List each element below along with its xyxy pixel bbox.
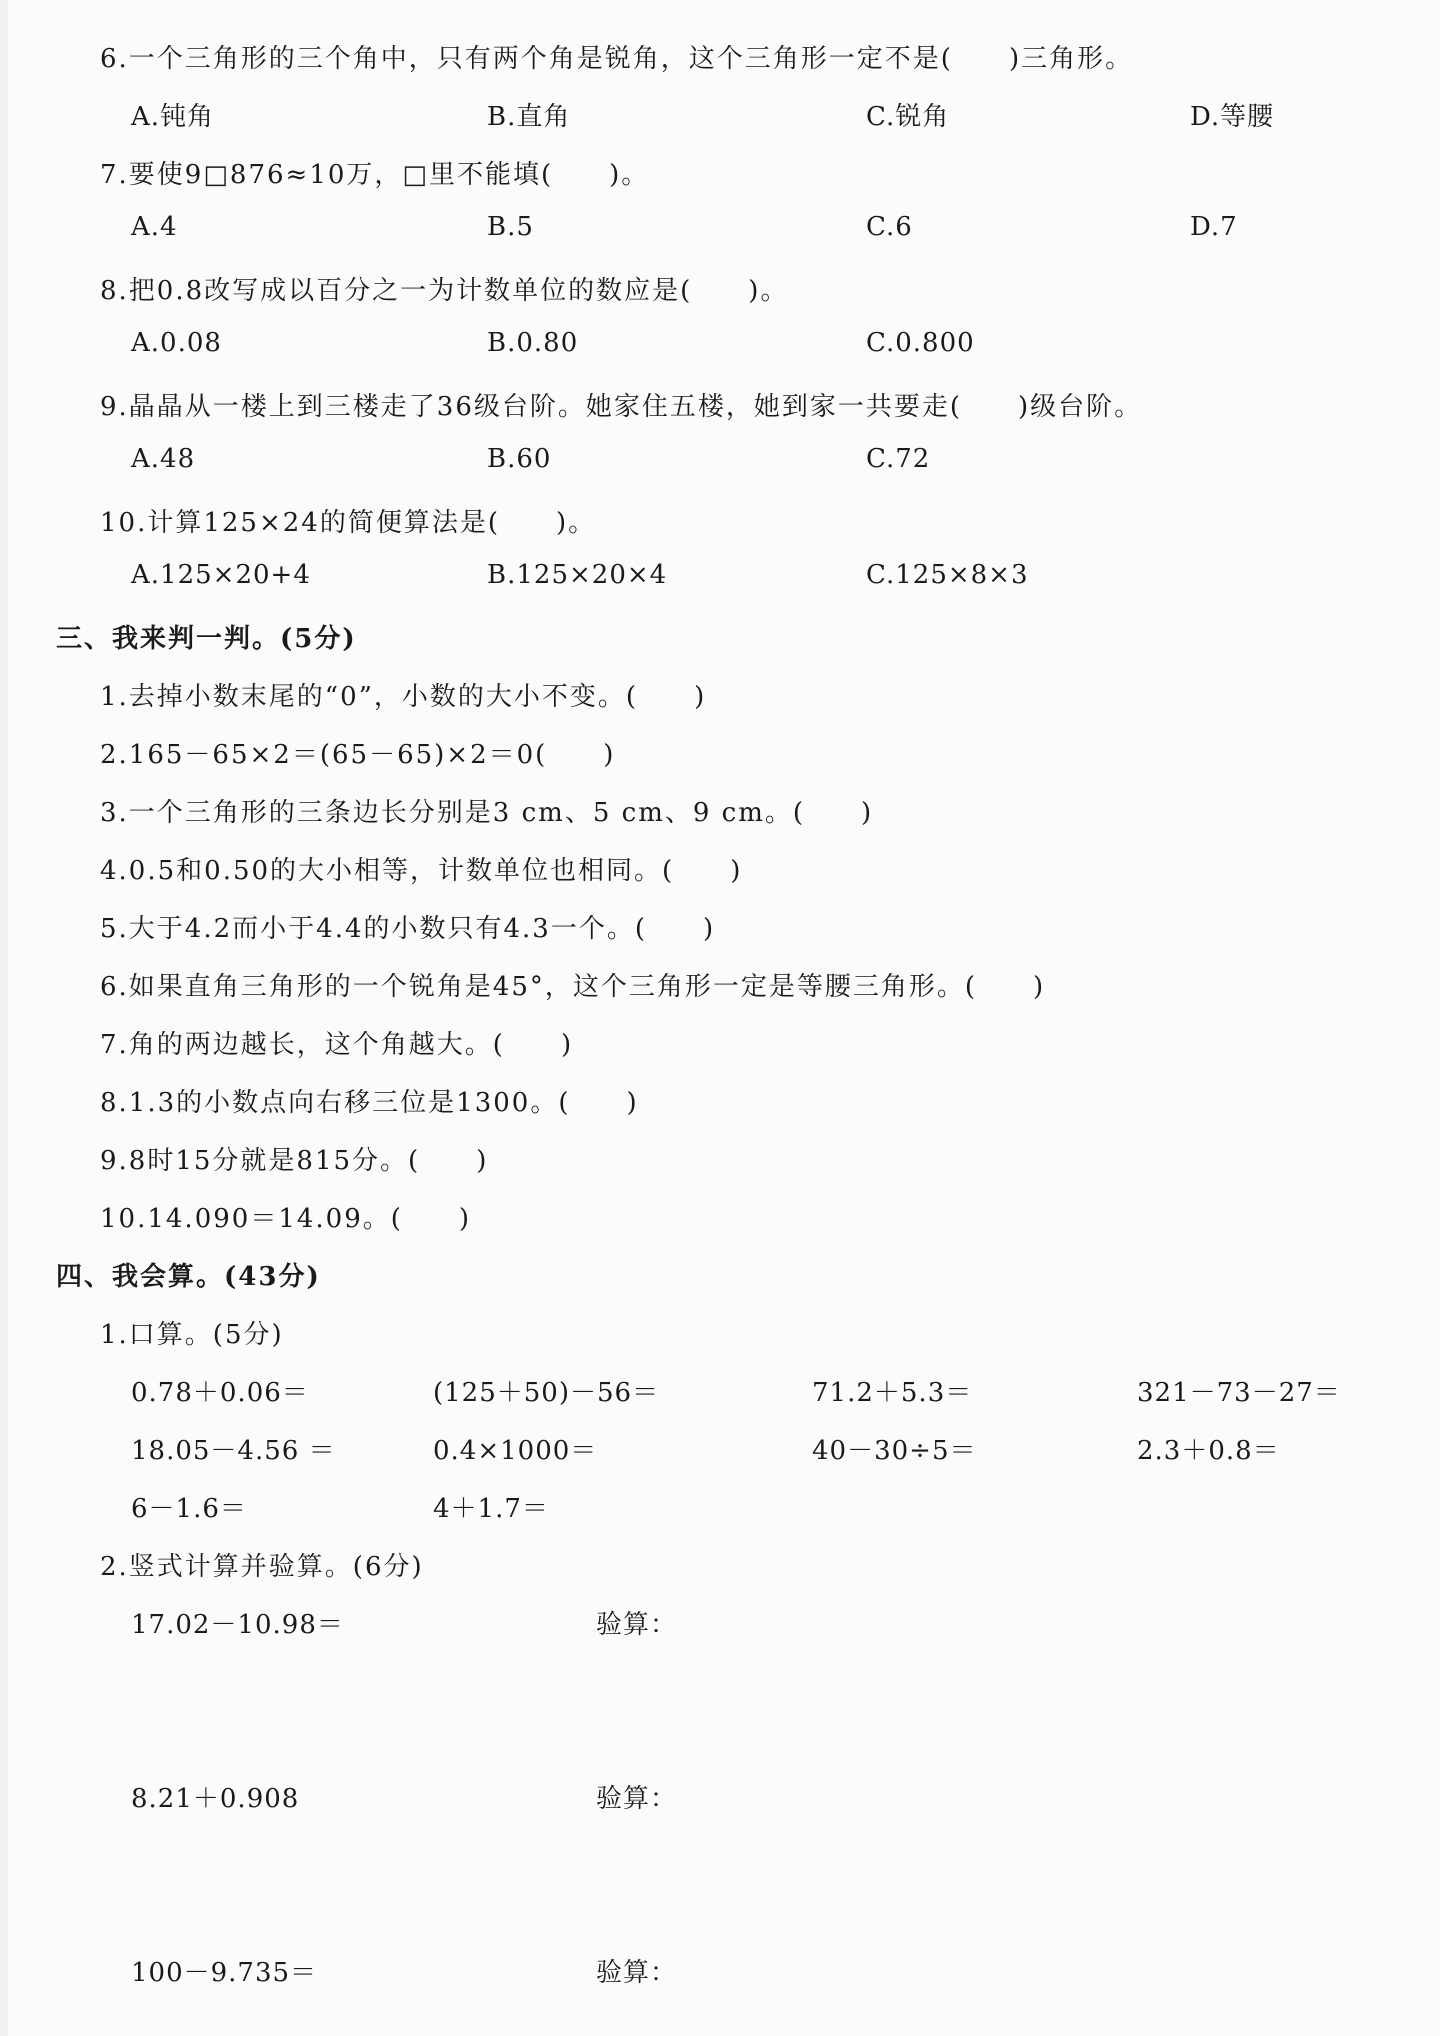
mc-10-option-a[interactable]: A.125×20+4 [131,560,311,590]
mc-question-9: 9.晶晶从一楼上到三楼走了36级台阶。她家住五楼，她到家一共要走( )级台阶。 [100,392,1143,422]
oral-calc-title: 1.口算。(5分) [100,1320,284,1350]
judge-item-6: 6.如果直角三角形的一个锐角是45°，这个三角形一定是等腰三角形。( ) [100,972,1046,1002]
vertical-calc-title: 2.竖式计算并验算。(6分) [100,1552,424,1582]
judge-item-4: 4.0.5和0.50的大小相等，计数单位也相同。( ) [100,856,743,886]
mc-10-option-c[interactable]: C.125×8×3 [866,560,1029,590]
mc-7-option-a[interactable]: A.4 [131,212,178,242]
mc-6-option-a[interactable]: A.钝角 [131,102,215,132]
oral-calc-item: 18.05－4.56 ＝ [131,1436,336,1466]
oral-calc-item: (125＋50)－56＝ [433,1378,660,1408]
mc-6-option-d[interactable]: D.等腰 [1190,102,1275,132]
mc-8-option-b[interactable]: B.0.80 [487,328,579,358]
oral-calc-item: 40－30÷5＝ [812,1436,977,1466]
judge-item-3: 3.一个三角形的三条边长分别是3 cm、5 cm、9 cm。( ) [100,798,874,828]
mc-7-option-d[interactable]: D.7 [1190,212,1238,242]
judge-item-10: 10.14.090＝14.09。( ) [100,1204,472,1234]
oral-calc-item: 4＋1.7＝ [433,1494,549,1524]
vertical-calc-expr: 100－9.735＝ [131,1958,318,1988]
check-label: 验算： [596,1958,678,1988]
vertical-calc-expr: 8.21＋0.908 [131,1784,300,1814]
mc-9-option-a[interactable]: A.48 [131,444,196,474]
oral-calc-item: 0.78＋0.06＝ [131,1378,309,1408]
mc-10-option-b[interactable]: B.125×20×4 [487,560,668,590]
vertical-calc-expr: 17.02－10.98＝ [131,1610,344,1640]
mc-8-option-a[interactable]: A.0.08 [131,328,222,358]
judge-item-1: 1.去掉小数末尾的“0”，小数的大小不变。( ) [100,682,707,712]
mc-question-7: 7.要使9□876≈10万，□里不能填( )。 [100,160,650,190]
section-3-title: 三、我来判一判。(5分) [56,624,357,654]
mc-question-8: 8.把0.8改写成以百分之一为计数单位的数应是( )。 [100,276,789,306]
judge-item-7: 7.角的两边越长，这个角越大。( ) [100,1030,574,1060]
judge-item-5: 5.大于4.2而小于4.4的小数只有4.3一个。( ) [100,914,716,944]
mc-9-option-b[interactable]: B.60 [487,444,552,474]
judge-item-8: 8.1.3的小数点向右移三位是1300。( ) [100,1088,639,1118]
mc-8-option-c[interactable]: C.0.800 [866,328,975,358]
mc-question-10: 10.计算125×24的简便算法是( )。 [100,508,597,538]
mc-7-option-c[interactable]: C.6 [866,212,913,242]
mc-7-option-b[interactable]: B.5 [487,212,534,242]
mc-9-option-c[interactable]: C.72 [866,444,931,474]
judge-item-9: 9.8时15分就是815分。( ) [100,1146,489,1176]
judge-item-2: 2.165－65×2＝(65－65)×2＝0( ) [100,740,616,770]
mc-6-option-c[interactable]: C.锐角 [866,102,950,132]
oral-calc-item: 321－73－27＝ [1137,1378,1341,1408]
mc-question-6: 6.一个三角形的三个角中，只有两个角是锐角，这个三角形一定不是( )三角形。 [100,44,1134,74]
oral-calc-item: 6－1.6＝ [131,1494,247,1524]
oral-calc-item: 0.4×1000＝ [433,1436,598,1466]
check-label: 验算： [596,1610,678,1640]
mc-6-option-b[interactable]: B.直角 [487,102,571,132]
page-edge [0,0,8,2036]
oral-calc-item: 71.2＋5.3＝ [812,1378,973,1408]
oral-calc-item: 2.3＋0.8＝ [1137,1436,1280,1466]
check-label: 验算： [596,1784,678,1814]
section-4-title: 四、我会算。(43分) [56,1262,321,1292]
